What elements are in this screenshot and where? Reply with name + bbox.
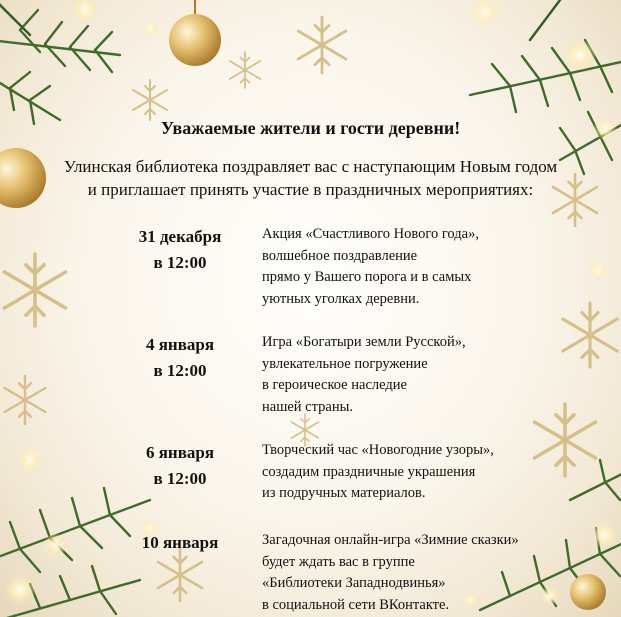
event-time: в 12:00 (153, 253, 207, 272)
fir-branch-icon (470, 0, 621, 174)
snowflake-icon (298, 17, 346, 73)
event-description-line: уютных уголках деревни. (262, 290, 420, 307)
event-description-line: создадим праздничные украшения (262, 463, 476, 480)
event-date: 31 декабря (138, 227, 222, 246)
snowflake-icon (563, 303, 617, 367)
event-description-line: в героическое наследие (262, 377, 407, 393)
snowflake-icon (4, 254, 65, 326)
event-datetime (120, 224, 240, 276)
event-time: в 12:00 (153, 469, 207, 488)
event-description-line: волшебное поздравление (262, 247, 418, 264)
event-description-line: Творческий час «Новогодние узоры», (262, 442, 494, 458)
event-description-line: увлекательное погружение (262, 355, 428, 372)
event-description (262, 530, 562, 616)
event-description-line: в социальной сети ВКонтакте. (262, 596, 450, 613)
event-description-line: из подручных материалов. (262, 485, 426, 501)
event-date: 6 января (145, 443, 215, 462)
event-datetime (120, 332, 240, 384)
invitation-text (0, 155, 621, 201)
snowflake-icon (133, 80, 167, 120)
event-time: в 12:00 (153, 361, 207, 380)
snowflake-icon (158, 549, 202, 601)
event-description-line: Игра «Богатыри земли Русской», (262, 334, 466, 350)
gold-ornament-icon (570, 574, 606, 610)
event-description (262, 332, 562, 418)
event-description-line: будет ждать вас в группе (262, 553, 415, 570)
event-description (262, 440, 562, 505)
snowflake-icon (230, 52, 261, 88)
event-description-line: прямо у Вашего порога и в самых (262, 269, 472, 285)
event-datetime (120, 530, 240, 556)
greeting-heading: Уважаемые жители и гости деревни! (160, 118, 461, 138)
event-description-line: Акция «Счастливого Нового года», (262, 226, 479, 242)
gold-ornament-icon (169, 0, 221, 66)
snowflake-icon (5, 376, 46, 424)
invitation-line: Улинская библиотека поздравляет вас с наступающим Новым годом (63, 157, 558, 176)
event-datetime (120, 440, 240, 492)
event-description-line: нашей страны. (262, 398, 353, 415)
event-description (262, 224, 562, 310)
event-date: 10 января (141, 533, 219, 552)
fir-branch-icon (0, 0, 120, 124)
event-date: 4 января (145, 335, 215, 354)
invitation-line: и приглашает принять участие в праздничных мероприятиях: (87, 180, 534, 199)
event-description-line: Загадочная онлайн-игра «Зимние сказки» (262, 532, 519, 548)
event-description-line: «Библиотеки Западнодвинья» (262, 575, 446, 591)
